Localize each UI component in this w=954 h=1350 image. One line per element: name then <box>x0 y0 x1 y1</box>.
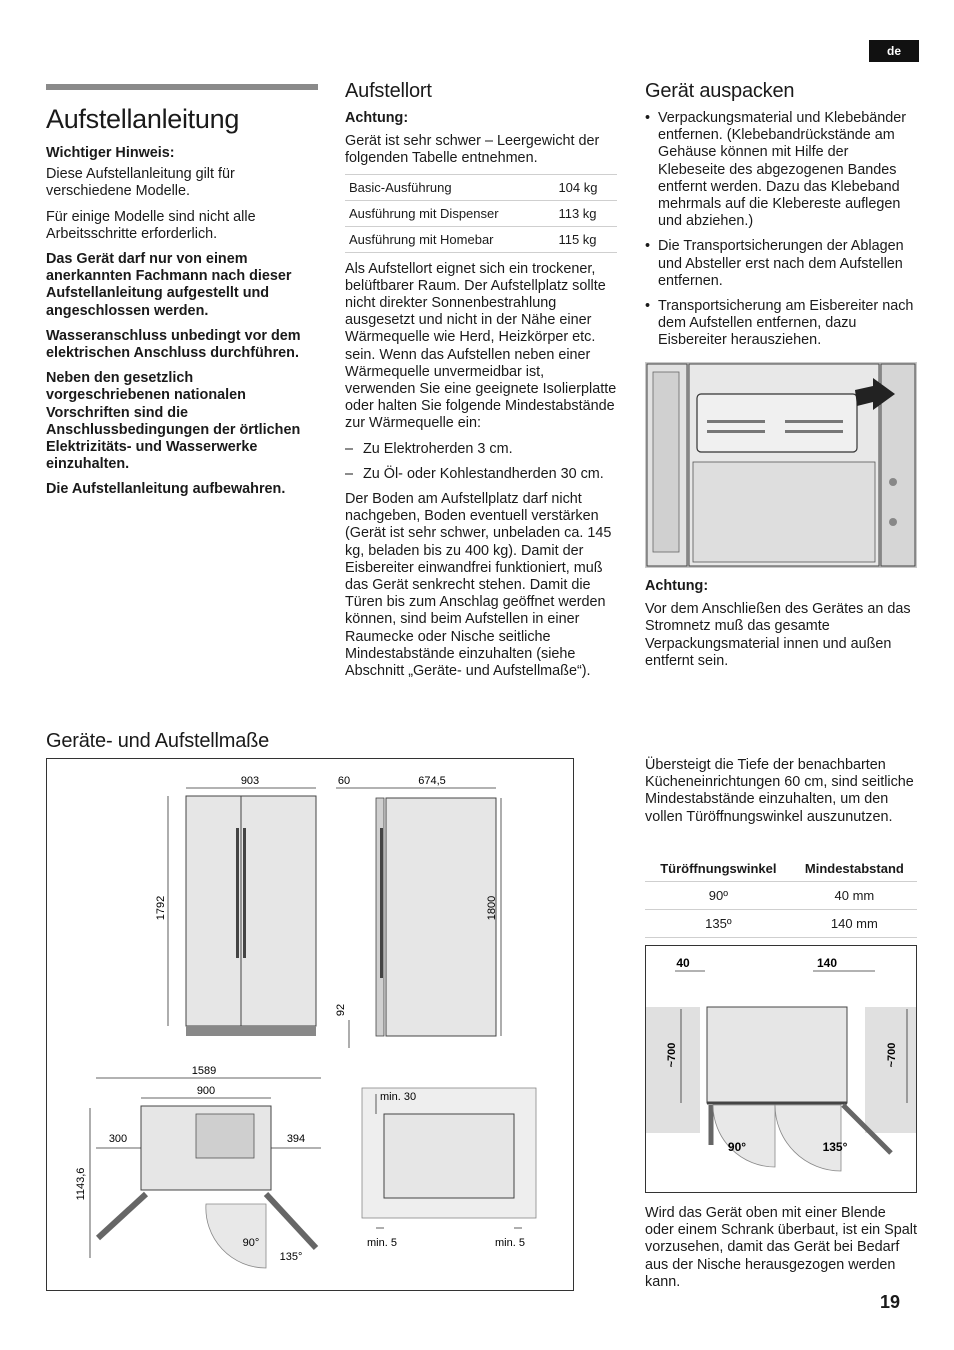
title-rule <box>46 84 318 90</box>
list-item: – Zu Öl- oder Kohlestandherden 30 cm. <box>345 466 617 483</box>
header-angle: Türöffnungswinkel <box>645 855 792 882</box>
niche-700-right: ~700 <box>886 1042 898 1068</box>
table-row <box>345 200 617 226</box>
achtung-label-2: Achtung: <box>645 578 709 594</box>
weight-value: 115 kg <box>554 226 617 252</box>
section-title-dimensions: Geräte- und Aufstellmaße <box>46 730 270 752</box>
angle-135: 135° <box>279 1251 303 1263</box>
dim-1792: 1792 <box>155 895 167 921</box>
niche-40: 40 <box>676 956 690 970</box>
page-title: Aufstellanleitung <box>46 104 240 134</box>
hint-bold-2: Wasseranschluss unbedingt vor dem elektrischen Anschluss durchführen. <box>46 327 301 362</box>
dim-900: 900 <box>196 1085 216 1097</box>
cell-distance: 140 mm <box>792 910 917 938</box>
weight-intro: Gerät ist sehr schwer – Leergewicht der folgenden Tabelle entnehmen. <box>345 133 600 167</box>
distance-list <box>345 441 617 483</box>
right-column <box>645 110 917 358</box>
list-item: – Zu Elektroherden 3 cm. <box>345 441 617 458</box>
cell-angle: 90º <box>645 882 792 910</box>
table-row <box>345 226 617 252</box>
overbuild-text <box>645 1205 917 1291</box>
table-row <box>345 174 617 200</box>
weight-value: 104 kg <box>554 174 617 200</box>
table-row <box>645 910 917 938</box>
niche-700-left: ~700 <box>666 1042 678 1068</box>
niche-angle-135: 135° <box>822 1140 848 1154</box>
cell-angle: 135º <box>645 910 792 938</box>
hint-text-2: Für einige Modelle sind nicht alle Arbeitsschritte erforderlich. <box>46 208 256 242</box>
dim-92: 92 <box>335 1003 347 1017</box>
hint-bold-3: Neben den gesetzlich vorgeschriebenen nationalen Vorschriften sind die Anschlussbedingungen der örtlichen Elektrizitäts- und Wasserwerke einzuhalten. <box>46 370 301 473</box>
dim-min5-right: min. 5 <box>495 1237 525 1249</box>
middle-column <box>345 110 617 680</box>
niche-drawing <box>645 945 917 1193</box>
clearance-intro: Übersteigt die Tiefe der benachbarten Kücheneinrichtungen 60 cm, sind seitliche Mindestabstände einzuhalten, um den vollen Türöffnungswinkel auszunutzen. <box>645 757 914 825</box>
niche-angle-90: 90° <box>727 1140 747 1154</box>
cell-distance: 40 mm <box>792 882 917 910</box>
dim-300: 300 <box>108 1133 128 1145</box>
weight-model: Basic-Ausführung <box>345 174 554 200</box>
overbuild-paragraph: Wird das Gerät oben mit einer Blende oder einem Schrank überbaut, ist ein Spalt vorzusehen, damit das Gerät bei Bedarf aus der Nische herausgezogen werden kann. <box>645 1205 917 1290</box>
unpack-list <box>645 110 917 350</box>
clearance-table <box>645 855 917 938</box>
dim-60: 60 <box>337 775 351 787</box>
interior-illustration <box>645 362 917 568</box>
hint-label: Wichtiger Hinweis: <box>46 145 175 161</box>
header-distance: Mindestabstand <box>792 855 917 882</box>
dim-674: 674,5 <box>418 775 446 787</box>
page-number: 19 <box>880 1292 901 1312</box>
hint-text-1: Diese Aufstellanleitung gilt für verschiedene Modelle. <box>46 166 235 200</box>
section-title-auspacken: Gerät auspacken <box>645 80 795 102</box>
dim-min30: min. 30 <box>380 1091 417 1103</box>
clearance-text <box>645 757 917 826</box>
list-item: • Transportsicherung am Eisbereiter nach dem Aufstellen entfernen, dazu Eisbereiter herausziehen. <box>645 298 917 350</box>
left-column <box>46 145 318 499</box>
weight-value: 113 kg <box>554 200 617 226</box>
niche-140: 140 <box>816 956 838 970</box>
dim-min5-left: min. 5 <box>367 1237 397 1249</box>
weight-model: Ausführung mit Homebar <box>345 226 554 252</box>
warning-text: Vor dem Anschließen des Gerätes an das Stromnetz muß das gesamte Verpackungsmaterial innen und außen entfernt sein. <box>645 601 911 669</box>
achtung-label: Achtung: <box>345 110 409 126</box>
dim-903: 903 <box>240 775 260 787</box>
dim-1800: 1800 <box>486 895 498 921</box>
table-row <box>645 882 917 910</box>
weight-model: Ausführung mit Dispenser <box>345 200 554 226</box>
language-tab: de <box>869 40 919 62</box>
dimension-drawing <box>46 758 574 1291</box>
list-item: • Die Transportsicherungen der Ablagen und Absteller erst nach dem Aufstellen entfernen. <box>645 238 917 290</box>
floor-text: Der Boden am Aufstellplatz darf nicht nachgeben, Boden eventuell verstärken (Gerät ist sehr schwer, unbeladen ca. 145 kg, beladen bis zu 400 kg). Damit der Eisbereiter einwandfrei funktioniert, muß das Gerät senkrecht stehen. Damit die Türen bis zum Anschlag geöffnet werden können, sind beim Aufstellen in einer Raumecke oder Nische seitliche Mindestabstände einzuhalten (siehe Abschnitt „Geräte- und Aufstellmaße“). <box>345 491 612 680</box>
hint-bold-1: Das Gerät darf nur von einem anerkannten Fachmann nach dieser Aufstellanleitung aufgestellt und angeschlossen werden. <box>46 251 292 319</box>
right-warning <box>645 578 917 670</box>
dim-1143: 1143,6 <box>75 1167 87 1201</box>
hint-bold-4: Die Aufstellanleitung aufbewahren. <box>46 481 286 498</box>
dim-394: 394 <box>286 1133 306 1145</box>
dim-1589: 1589 <box>191 1065 217 1077</box>
location-text: Als Aufstellort eignet sich ein trockener, belüftbarer Raum. Der Aufstellplatz sollte nicht direkter Sonnenbestrahlung ausgesetzt und nicht in der Nähe einer Wärmequelle wie Herd, Heizkörper etc. sein. Wenn das Aufstellen neben einer Wärmequelle unvermeidbar ist, verwenden Sie eine geeignete Isolierplatte oder halten Sie folgende Mindestabstände zur Wärmequelle ein: <box>345 260 617 432</box>
section-title-aufstellort: Aufstellort <box>345 80 432 102</box>
table-header-row <box>645 855 917 882</box>
angle-90: 90° <box>242 1237 260 1249</box>
list-item: • Verpackungsmaterial und Klebebänder entfernen. (Klebebandrückstände am Gehäuse können mit Hilfe der Klebeseite des abgezogenen Bandes entfernt werden. Dazu das Klebeband mehrmals auf die Klebereste auflegen und abziehen.) <box>645 110 917 230</box>
weight-table <box>345 174 617 253</box>
